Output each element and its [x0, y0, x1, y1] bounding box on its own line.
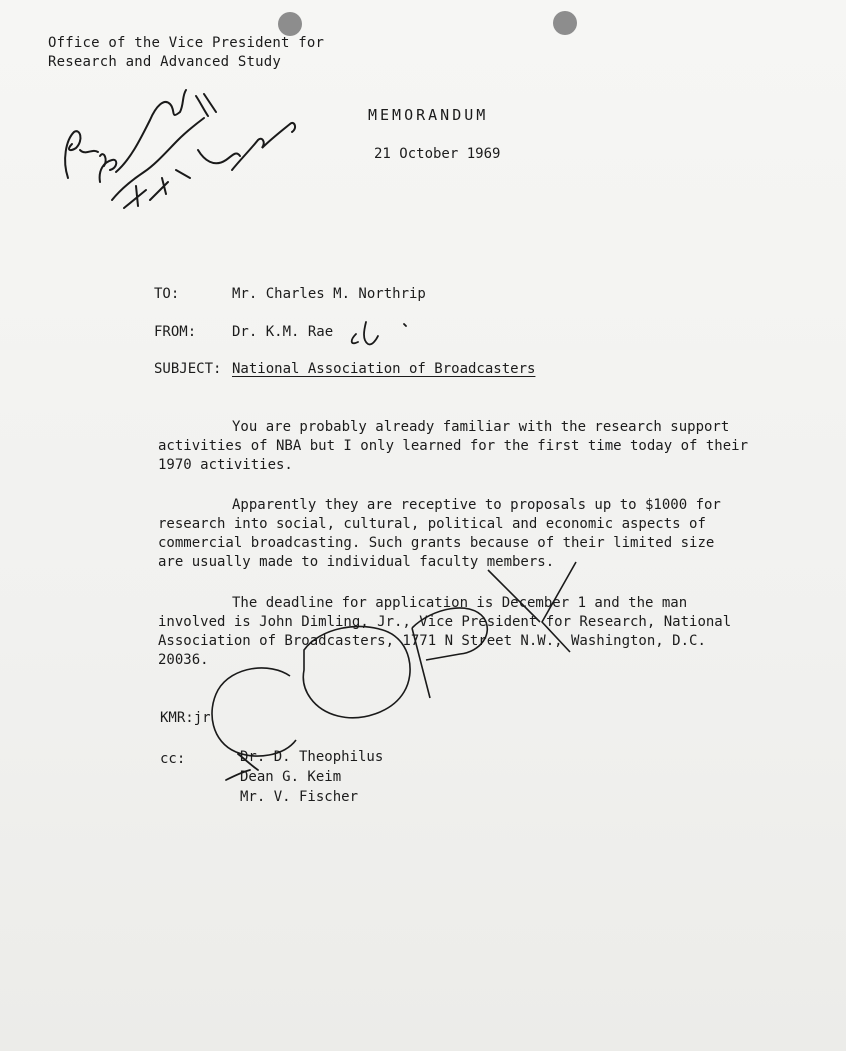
subject-label: SUBJECT:: [154, 361, 222, 377]
from-label: FROM:: [154, 324, 197, 340]
letterhead-line-2: Research and Advanced Study: [48, 54, 281, 70]
paragraph-line: 20036.: [158, 652, 209, 668]
memo-date: 21 October 1969: [374, 146, 501, 162]
memo-title: MEMORANDUM: [368, 106, 489, 124]
paragraph-line: You are probably already familiar with the research support: [232, 419, 730, 435]
initials-mark: [352, 322, 406, 344]
paragraph-line: activities of NBA but I only learned for the first time today of their: [158, 438, 749, 454]
copy-stamp: [212, 562, 576, 756]
from-value: Dr. K.M. Rae: [232, 324, 334, 340]
paragraph-line: The deadline for application is December 1 and the man: [232, 595, 688, 611]
paragraph-line: involved is John Dimling, Jr., Vice President for Research, National: [158, 614, 732, 630]
cc-recipient: Mr. V. Fischer: [240, 789, 359, 805]
cc-recipient: Dean G. Keim: [240, 769, 342, 785]
letterhead-line-1: Office of the Vice President for: [48, 35, 325, 51]
paragraph-line: research into social, cultural, political and economic aspects of: [158, 516, 706, 532]
cc-recipient: Dr. D. Theophilus: [240, 749, 384, 765]
to-label: TO:: [154, 286, 180, 302]
to-value: Mr. Charles M. Northrip: [232, 286, 426, 302]
subject-value: National Association of Broadcasters: [232, 361, 536, 377]
typist-initials: KMR:jr: [160, 710, 211, 726]
paragraph-line: are usually made to individual faculty members.: [158, 554, 555, 570]
cc-label: cc:: [160, 751, 186, 767]
paragraph-line: Apparently they are receptive to proposals up to $1000 for: [232, 497, 721, 513]
paragraph-line: Association of Broadcasters, 1771 N Street N.W., Washington, D.C.: [158, 633, 706, 649]
cc-checkmark: [226, 754, 258, 780]
paragraph-line: commercial broadcasting. Such grants because of their limited size: [158, 535, 715, 551]
paragraph-line: 1970 activities.: [158, 457, 293, 473]
handwritten-annotation: [65, 90, 295, 208]
copy-stamp-label: COPY: [0, 0, 3, 1]
